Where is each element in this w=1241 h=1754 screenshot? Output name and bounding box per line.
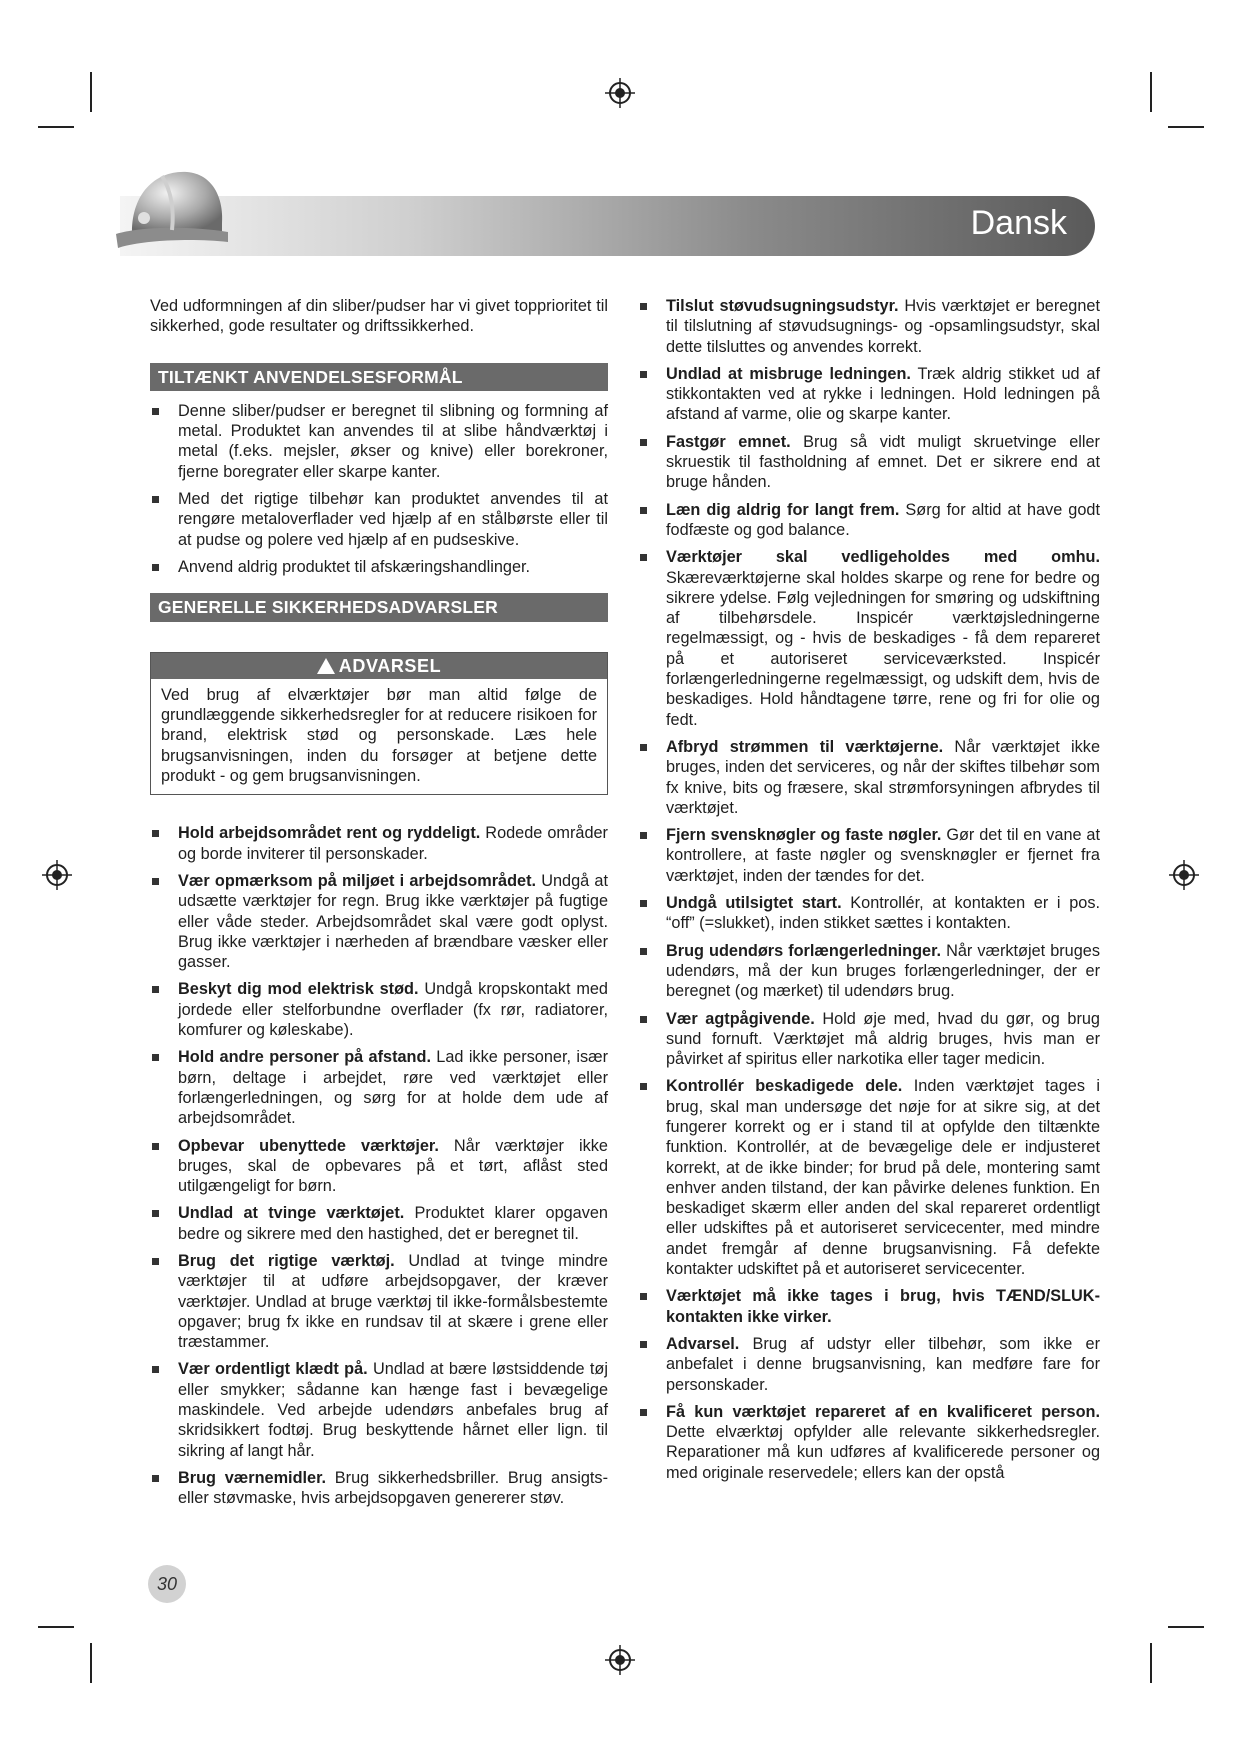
intended-use-list xyxy=(150,401,608,577)
list-item: Læn dig aldrig for langt frem. Sørg for altid at have godt fodfæste og god balance. xyxy=(638,500,1100,541)
bullet xyxy=(152,1210,159,1217)
list-item: Anvend aldrig produktet til afskæringshandlinger. xyxy=(150,557,608,577)
bullet xyxy=(640,1016,647,1023)
language-title: Dansk xyxy=(970,204,1067,242)
crop-mark xyxy=(1168,1626,1204,1628)
page-number: 30 xyxy=(148,1565,186,1603)
bullet xyxy=(152,1475,159,1482)
crop-mark xyxy=(38,126,74,128)
bullet xyxy=(152,830,159,837)
list-item: Vær opmærksom på miljøet i arbejdsområdet. Undgå at udsætte værktøjer for regn. Brug ikke værktøjer på fugtige eller våde steder. Arbejdsområdet skal være godt oplyst. Brug ikke værktøjer i nærheden af brændbare væsker eller gasser. xyxy=(150,871,608,972)
bullet xyxy=(640,900,647,907)
bullet xyxy=(152,564,159,571)
bullet xyxy=(640,439,647,446)
bullet xyxy=(640,371,647,378)
list-item: Brug udendørs forlængerledninger. Når værktøjet bruges udendørs, må der kun bruges forlængerledninger, der er beregnet (og mærket) til udendørs brug. xyxy=(638,941,1100,1002)
helmet-icon xyxy=(112,162,232,262)
list-item: Få kun værktøjet repareret af en kvalificeret person. Dette elværktøj opfylder alle relevante sikkerhedsregler. Reparationer må kun udføres af kvalificerede personer og med originale reservedele; ellers kan der opstå xyxy=(638,1402,1100,1483)
section-header-intended-use: TILTÆNKT ANVENDELSESFORMÅL xyxy=(150,363,608,391)
general-safety-list-right xyxy=(638,296,1100,1483)
bullet xyxy=(640,1293,647,1300)
list-item: Brug det rigtige værktøj. Undlad at tvinge mindre værktøjer til at udføre arbejdsopgaver, der kræver værktøjer. Undlad at bruge værktøj til ikke-formålsbestemte opgaver; brug fx ikke en rundsav til at skære i grene eller træstammer. xyxy=(150,1251,608,1352)
list-item: Kontrollér beskadigede dele. Inden værktøjet tages i brug, skal man undersøge det nøje for at sikre sig, at det fungerer korrekt og er i stand til at opfylde den tiltænkte funktion. Kontrollér, at de bevægelige dele er indjusteret korrekt, at de ikke binder; for brud på dele, montering samt enhver anden tilstand, der kan påvirke delenes funktion. En beskadiget skærm eller anden del skal repareret ordentligt eller udskiftes på et autoriseret servicecenter, med mindre andet fremgår af denne brugsanvisning. Få defekte kontakter udskiftet på et autoriseret servicecenter. xyxy=(638,1076,1100,1279)
crop-mark xyxy=(1150,1643,1152,1683)
list-item: Undlad at misbruge ledningen. Træk aldrig stikket ud af stikkontakten ved at rykke i ledningen. Hold ledningen på afstand af varme, olie og skarpe kanter. xyxy=(638,364,1100,425)
bullet xyxy=(152,1366,159,1373)
bullet xyxy=(640,832,647,839)
list-item: Værktøjet må ikke tages i brug, hvis TÆND/SLUK-kontakten ikke virker. xyxy=(638,1286,1100,1327)
bullet xyxy=(152,408,159,415)
header-banner xyxy=(120,196,1095,256)
list-item: Fastgør emnet. Brug så vidt muligt skruetvinge eller skruestik til fastholdning af emnet. Det er sikrere end at bruge hånden. xyxy=(638,432,1100,493)
crop-mark xyxy=(90,1643,92,1683)
list-item: Med det rigtige tilbehør kan produktet anvendes til at rengøre metaloverflader ved hjælp af en stålbørste eller til at pudse og polere ved hjælp af en pudseskive. xyxy=(150,489,608,550)
registration-mark-icon xyxy=(605,1645,635,1675)
list-item: Vær ordentligt klædt på. Undlad at bære løstsiddende tøj eller smykker; sådanne kan hænge fast i bevægelige maskindele. Ved arbejde udendørs anbefales brug af skridsikkert fodtøj. Brug beskyttende hårnet eller lign. til sikring af langt hår. xyxy=(150,1359,608,1460)
list-item: Undgå utilsigtet start. Kontrollér, at kontakten er i pos. “off” (=slukket), inden stikket sættes i kontakten. xyxy=(638,893,1100,934)
list-item: Brug værnemidler. Brug sikkerhedsbriller. Brug ansigts- eller støvmaske, hvis arbejdsopgaven genererer støv. xyxy=(150,1468,608,1509)
bullet xyxy=(640,303,647,310)
left-column xyxy=(150,296,608,1516)
registration-mark-icon xyxy=(1169,860,1199,890)
bullet xyxy=(152,986,159,993)
list-item: Fjern svensknøgler og faste nøgler. Gør det til en vane at kontrollere, at faste nøgler og svensknøgler er fjernet fra værktøjet, inden der tændes for det. xyxy=(638,825,1100,886)
bullet xyxy=(640,507,647,514)
warning-box-header xyxy=(151,653,607,679)
bullet xyxy=(152,1143,159,1150)
bullet xyxy=(152,1054,159,1061)
warning-triangle-icon xyxy=(317,658,335,674)
general-safety-list-left xyxy=(150,823,608,1508)
list-item: Opbevar ubenyttede værktøjer. Når værktøjer ikke bruges, skal de opbevares på et tørt, aflåst sted utilgængeligt for børn. xyxy=(150,1136,608,1197)
bullet xyxy=(640,1083,647,1090)
list-item: Undlad at tvinge værktøjet. Produktet klarer opgaven bedre og sikrere med den hastighed, det er beregnet til. xyxy=(150,1203,608,1244)
list-item: Afbryd strømmen til værktøjerne. Når værktøjet ikke bruges, inden det serviceres, og når der skiftes tilbehør som fx knive, bits og fræsere, skal strømforsyningen afbrydes til værktøjet. xyxy=(638,737,1100,818)
bullet xyxy=(152,878,159,885)
list-item: Advarsel. Brug af udstyr eller tilbehør, som ikke er anbefalet i denne brugsanvisning, kan medføre fare for personskader. xyxy=(638,1334,1100,1395)
crop-mark xyxy=(38,1626,74,1628)
list-item: Værktøjer skal vedligeholdes med omhu. Skæreværktøjerne skal holdes skarpe og rene for bedre og sikrere ydelse. Følg vejledningen for smøring og udskiftning af tilbehørsdele. Inspicér værktøjsledningerne regelmæssigt, og - hvis de beskadiges - få dem repareret på et autoriseret serviceværksted. Inspicér forlængerledningerne regelmæssigt, og udskift dem, hvis de beskadiges. Hold håndtagene tørre, rene og fri for olie og fedt. xyxy=(638,547,1100,730)
bullet xyxy=(152,1258,159,1265)
list-item: Beskyt dig mod elektrisk stød. Undgå kropskontakt med jordede eller stelforbundne overflader (fx rør, radiatorer, komfurer og køleskabe). xyxy=(150,979,608,1040)
right-column xyxy=(638,296,1100,1490)
bullet xyxy=(640,948,647,955)
bullet xyxy=(152,496,159,503)
bullet xyxy=(640,1409,647,1416)
crop-mark xyxy=(1168,126,1204,128)
warning-title: ADVARSEL xyxy=(338,655,442,676)
warning-box xyxy=(150,652,608,796)
list-item: Vær agtpågivende. Hold øje med, hvad du gør, og brug sund fornuft. Værktøjet må aldrig bruges, hvis man er påvirket af spiritus eller narkotika eller tager medicin. xyxy=(638,1009,1100,1070)
list-item: Hold arbejdsområdet rent og ryddeligt. Rodede områder og borde inviterer til personskader. xyxy=(150,823,608,864)
crop-mark xyxy=(90,72,92,112)
registration-mark-icon xyxy=(605,78,635,108)
section-header-general-safety: GENERELLE SIKKERHEDSADVARSLER xyxy=(150,593,608,621)
list-item: Hold andre personer på afstand. Lad ikke personer, især børn, deltage i arbejdet, røre ved værktøjet eller forlængerledningen, og sørg for at holde dem ude af arbejdsområdet. xyxy=(150,1047,608,1128)
crop-mark xyxy=(1150,72,1152,112)
warning-text: Ved brug af elværktøjer bør man altid følge de grundlæggende sikkerhedsregler for at reducere risikoen for brand, elektrisk stød og personskade. Læs hele brugsanvisningen, inden du forsøger at betjene dette produkt - og gem brugsanvisningen. xyxy=(161,685,597,786)
intro-paragraph: Ved udformningen af din sliber/pudser har vi givet topprioritet til sikkerhed, gode resultater og driftssikkerhed. xyxy=(150,297,608,336)
bullet xyxy=(640,1341,647,1348)
bullet xyxy=(640,744,647,751)
bullet xyxy=(640,554,647,561)
list-item: Denne sliber/pudser er beregnet til slibning og formning af metal. Produktet kan anvendes til at slibe håndværktøj i metal (f.eks. mejsler, økser og knive) eller borekroner, fjerne boregrater eller skarpe kanter. xyxy=(150,401,608,482)
registration-mark-icon xyxy=(42,860,72,890)
list-item: Tilslut støvudsugningsudstyr. Hvis værktøjet er beregnet til tilslutning af støvudsugnings- og -opsamlingsudstyr, skal dette tilsluttes og anvendes korrekt. xyxy=(638,296,1100,357)
